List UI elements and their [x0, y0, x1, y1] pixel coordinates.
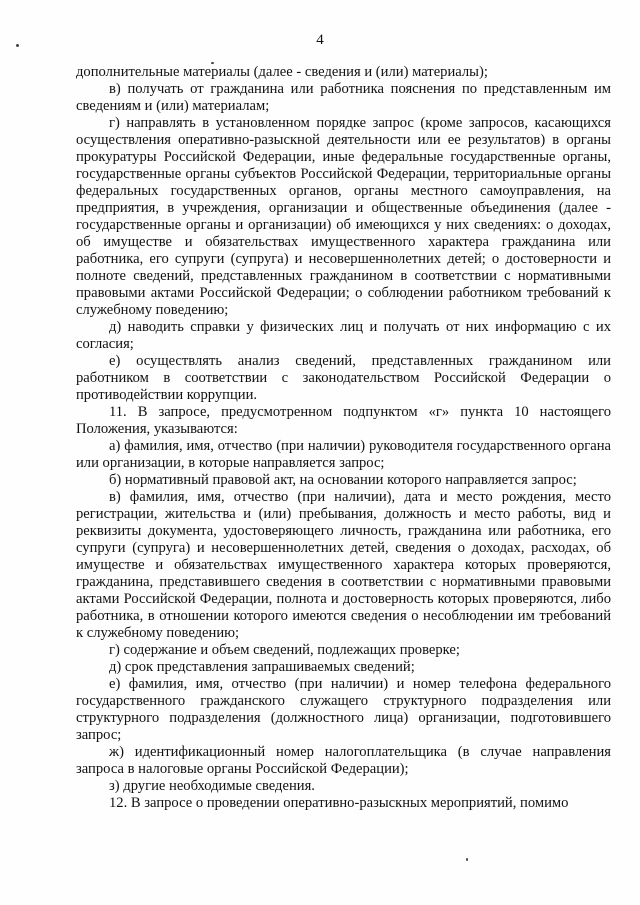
paragraph-item-d: д) наводить справки у физических лиц и получать от них информацию с их согласия; [76, 319, 611, 352]
page-number: 4 [316, 32, 324, 48]
paragraph-item-v: в) получать от гражданина или работника пояснения по представленным им сведениям и (или) материалам; [76, 81, 611, 114]
paragraph-item-zh: ж) идентификационный номер налогоплательщика (в случае направления запроса в налоговые органы Российской Федерации); [76, 744, 611, 777]
paragraph-continuation: дополнительные материалы (далее - сведения и (или) материалы); [76, 64, 488, 80]
paragraph-item-d-2: д) срок представления запрашиваемых сведений; [109, 659, 415, 675]
paragraph-item-e-2: е) фамилия, имя, отчество (при наличии) и номер телефона федерального государственного гражданского служащего структурного подразделения или структурного подразделения (должностного лица) организации, подготовившего запрос; [76, 676, 611, 743]
paragraph-item-b: б) нормативный правовой акт, на основании которого направляется запрос; [109, 472, 577, 488]
paragraph-section-11: 11. В запросе, предусмотренном подпунктом «г» пункта 10 настоящего Положения, указываются: [76, 404, 611, 437]
paragraph-item-v-2: в) фамилия, имя, отчество (при наличии), дата и место рождения, место регистрации, жительства и (или) пребывания, должность и место работы, вид и реквизиты документа, удостоверяющего личность, гражданина или работника, его супруги (супруга) и несовершеннолетних детей, сведения о доходах, расходах, об имуществе и обязательствах имущественного характера которых проверяются, гражданина, представившего сведения в соответствии с нормативными правовыми актами Российской Федерации, полнота и достоверность которых проверяются, либо работника, в отношении которого имеются сведения о несоблюдении им требований к служебному поведению; [76, 489, 611, 641]
paragraph-item-z: з) другие необходимые сведения. [109, 778, 315, 794]
document-body [76, 64, 611, 812]
paragraph-section-12: 12. В запросе о проведении оперативно-разыскных мероприятий, помимо [109, 795, 569, 811]
paragraph-item-g: г) направлять в установленном порядке запрос (кроме запросов, касающихся осуществления оперативно-разыскной деятельности или ее результатов) в органы прокуратуры Российской Федерации, иные федеральные государственные органы, государственные органы субъектов Российской Федерации, территориальные органы федеральных государственных органов, органы местного самоуправления, на предприятия, в учреждения, организации и общественные объединения (далее - государственные органы и организации) об имеющихся у них сведениях: о доходах, об имуществе и обязательствах имущественного характера гражданина или работника, его супруги (супруга) и несовершеннолетних детей; о достоверности и полноте сведений, представленных гражданином в соответствии с нормативными правовыми актами Российской Федерации; о соблюдении работником требований к служебному поведению; [76, 115, 611, 318]
scan-speck [466, 858, 468, 861]
paragraph-item-g-2: г) содержание и объем сведений, подлежащих проверке; [109, 642, 460, 658]
paragraph-item-e: е) осуществлять анализ сведений, представленных гражданином или работником в соответствии с законодательством Российской Федерации о противодействии коррупции. [76, 353, 611, 403]
paragraph-item-a: а) фамилия, имя, отчество (при наличии) руководителя государственного органа или организации, в которые направляется запрос; [76, 438, 611, 471]
